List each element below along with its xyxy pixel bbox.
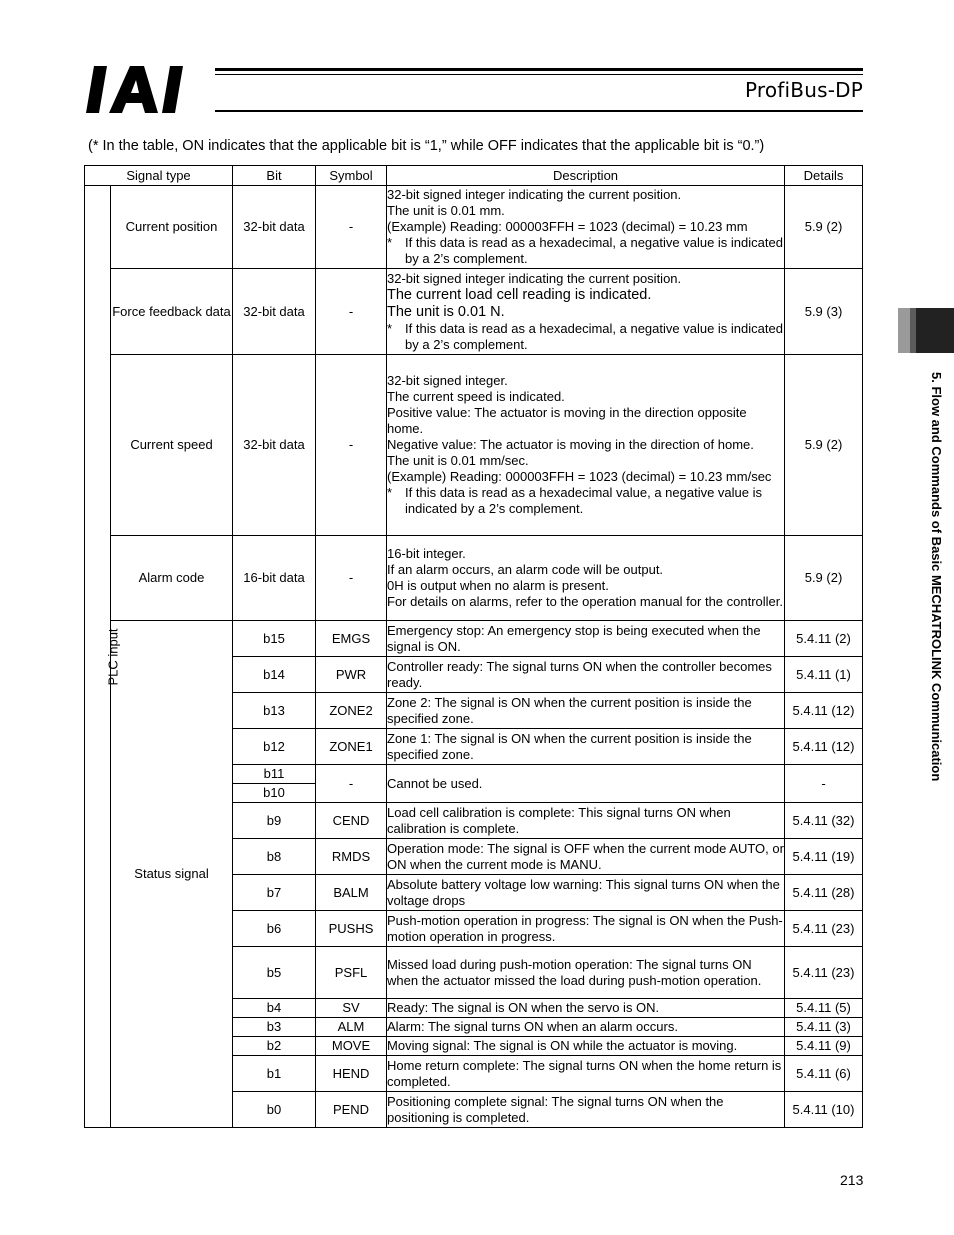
desc-line: For details on alarms, refer to the operation manual for the controller.: [387, 594, 783, 609]
symbol-cell: ZONE1: [316, 729, 387, 765]
symbol-cell: BALM: [316, 875, 387, 911]
desc-line: The unit is 0.01 mm/sec.: [387, 453, 529, 468]
table-header-row: [85, 166, 863, 186]
desc-line: 16-bit integer.: [387, 546, 466, 561]
desc-footnote: [387, 485, 784, 517]
desc-line: Positive value: The actuator is moving in the direction opposite home.: [387, 405, 747, 436]
table-row: [85, 355, 863, 536]
details-cell: 5.4.11 (1): [785, 657, 863, 693]
symbol-cell: EMGS: [316, 621, 387, 657]
desc-line-large: The unit is 0.01 N.: [387, 303, 505, 320]
description-cell: [387, 186, 785, 269]
details-cell: 5.4.11 (23): [785, 947, 863, 999]
symbol-cell: ALM: [316, 1018, 387, 1037]
header-rule-thick: [215, 68, 863, 71]
plc-input-label: PLC input: [105, 627, 121, 686]
desc-line: The current speed is indicated.: [387, 389, 565, 404]
details-cell: 5.4.11 (2): [785, 621, 863, 657]
description-cell: Positioning complete signal: The signal turns ON when the positioning is completed.: [387, 1092, 785, 1128]
description-cell: Alarm: The signal turns ON when an alarm occurs.: [387, 1018, 785, 1037]
plc-input-table: [84, 165, 863, 1128]
details-cell: 5.4.11 (10): [785, 1092, 863, 1128]
description-cell: Missed load during push-motion operation: The signal turns ON when the actuator missed the load during push-motion operation.: [387, 947, 785, 999]
bit-cell: b12: [233, 729, 316, 765]
col-header-description: Description: [387, 166, 785, 186]
symbol-cell: CEND: [316, 803, 387, 839]
description-cell: [387, 355, 785, 536]
page-number: 213: [840, 1172, 864, 1188]
symbol-cell: PUSHS: [316, 911, 387, 947]
bit-cell: b5: [233, 947, 316, 999]
table-row: [85, 186, 863, 269]
symbol-cell: -: [316, 269, 387, 355]
desc-line: 32-bit signed integer.: [387, 373, 508, 388]
iai-logo: [86, 66, 208, 113]
desc-line: If an alarm occurs, an alarm code will be output.: [387, 562, 664, 577]
header-rule-bottom: [215, 110, 863, 112]
details-cell: 5.4.11 (12): [785, 693, 863, 729]
plc-input-group: [85, 186, 121, 1128]
desc-footnote: [387, 321, 784, 353]
description-cell: Moving signal: The signal is ON while the actuator is moving.: [387, 1037, 785, 1056]
description-cell: Cannot be used.: [387, 765, 785, 803]
signal-type-cell: Alarm code: [111, 536, 233, 621]
symbol-cell: PEND: [316, 1092, 387, 1128]
details-cell: 5.4.11 (32): [785, 803, 863, 839]
desc-line: 32-bit signed integer indicating the current position.: [387, 270, 682, 286]
footnote-text: If this data is read as a hexadecimal value, a negative value is indicated by a 2’s complement.: [405, 485, 763, 516]
details-cell: 5.4.11 (3): [785, 1018, 863, 1037]
details-cell: 5.9 (2): [785, 186, 863, 269]
symbol-cell: MOVE: [316, 1037, 387, 1056]
bit-cell: b15: [233, 621, 316, 657]
bit-cell: 16-bit data: [233, 536, 316, 621]
desc-line: 32-bit signed integer indicating the current position.: [387, 187, 682, 202]
desc-line: Negative value: The actuator is moving in the direction of home.: [387, 437, 754, 452]
desc-line-large: The current load cell reading is indicated.: [387, 286, 652, 303]
description-cell: Operation mode: The signal is OFF when the current mode AUTO, or ON when the current mode is MANU.: [387, 839, 785, 875]
bit-cell: b11: [233, 765, 316, 784]
bit-cell: b9: [233, 803, 316, 839]
table-row: [85, 536, 863, 621]
footnote-text: If this data is read as a hexadecimal, a negative value is indicated by a 2’s complement.: [405, 320, 783, 352]
bit-cell: b4: [233, 999, 316, 1018]
symbol-cell: HEND: [316, 1056, 387, 1092]
chapter-tab-dark: [916, 308, 954, 353]
desc-line: The unit is 0.01 mm.: [387, 203, 505, 218]
bit-cell: b0: [233, 1092, 316, 1128]
symbol-cell: -: [316, 536, 387, 621]
table-row: [85, 621, 863, 657]
description-cell: Load cell calibration is complete: This signal turns ON when calibration is complete.: [387, 803, 785, 839]
details-cell: 5.9 (3): [785, 269, 863, 355]
symbol-cell: -: [316, 765, 387, 803]
table-row: [85, 269, 863, 355]
details-cell: 5.4.11 (6): [785, 1056, 863, 1092]
details-cell: 5.4.11 (28): [785, 875, 863, 911]
bit-cell: 32-bit data: [233, 269, 316, 355]
header-rule-thin: [215, 74, 863, 75]
col-header-bit: Bit: [233, 166, 316, 186]
description-cell: Absolute battery voltage low warning: This signal turns ON when the voltage drops: [387, 875, 785, 911]
footnote-text: If this data is read as a hexadecimal, a negative value is indicated by a 2’s complement.: [405, 235, 783, 266]
details-cell: 5.4.11 (23): [785, 911, 863, 947]
status-signal-cell: Status signal: [111, 621, 233, 1128]
description-cell: Zone 2: The signal is ON when the current position is inside the specified zone.: [387, 693, 785, 729]
bit-cell: b14: [233, 657, 316, 693]
col-header-symbol: Symbol: [316, 166, 387, 186]
description-cell: [387, 269, 785, 355]
footnote-marker: *: [387, 320, 393, 336]
description-cell: Ready: The signal is ON when the servo is ON.: [387, 999, 785, 1018]
description-cell: Controller ready: The signal turns ON when the controller becomes ready.: [387, 657, 785, 693]
description-cell: Home return complete: The signal turns ON when the home return is completed.: [387, 1056, 785, 1092]
header-title: ProfiBus-DP: [744, 78, 863, 102]
col-header-details: Details: [785, 166, 863, 186]
symbol-cell: SV: [316, 999, 387, 1018]
symbol-cell: ZONE2: [316, 693, 387, 729]
details-cell: -: [785, 765, 863, 803]
footnote-marker: *: [387, 485, 393, 500]
chapter-tab-label: 5. Flow and Commands of Basic MECHATROLINK Communication: [929, 372, 944, 782]
details-cell: 5.9 (2): [785, 536, 863, 621]
details-cell: 5.4.11 (19): [785, 839, 863, 875]
bit-cell: b6: [233, 911, 316, 947]
details-cell: 5.4.11 (5): [785, 999, 863, 1018]
bit-cell: b7: [233, 875, 316, 911]
details-cell: 5.4.11 (9): [785, 1037, 863, 1056]
col-header-signal-type: Signal type: [85, 166, 233, 186]
desc-footnote: [387, 235, 784, 267]
details-cell: 5.9 (2): [785, 355, 863, 536]
bit-cell: b8: [233, 839, 316, 875]
symbol-cell: PWR: [316, 657, 387, 693]
signal-type-cell: Current position: [111, 186, 233, 269]
desc-line: (Example) Reading: 000003FFH = 1023 (decimal) = 10.23 mm: [387, 219, 748, 234]
signal-type-cell: Force feedback data: [111, 269, 233, 355]
bit-cell: 32-bit data: [233, 355, 316, 536]
description-cell: Emergency stop: An emergency stop is being executed when the signal is ON.: [387, 621, 785, 657]
bit-cell: 32-bit data: [233, 186, 316, 269]
bit-cell: b2: [233, 1037, 316, 1056]
description-cell: Zone 1: The signal is ON when the current position is inside the specified zone.: [387, 729, 785, 765]
bit-cell: b10: [233, 784, 316, 803]
desc-line: 0H is output when no alarm is present.: [387, 578, 609, 593]
symbol-cell: -: [316, 355, 387, 536]
bit-cell: b3: [233, 1018, 316, 1037]
bit-cell: b1: [233, 1056, 316, 1092]
symbol-cell: PSFL: [316, 947, 387, 999]
symbol-cell: RMDS: [316, 839, 387, 875]
symbol-cell: -: [316, 186, 387, 269]
description-cell: [387, 536, 785, 621]
bit-cell: b13: [233, 693, 316, 729]
description-cell: Push-motion operation in progress: The signal is ON when the Push-motion operation in progress.: [387, 911, 785, 947]
signal-type-cell: Current speed: [111, 355, 233, 536]
table-note: (* In the table, ON indicates that the applicable bit is “1,” while OFF indicates that the applicable bit is “0.”): [88, 138, 765, 154]
footnote-marker: *: [387, 235, 393, 250]
desc-line: (Example) Reading: 000003FFH = 1023 (decimal) = 10.23 mm/sec: [387, 469, 772, 484]
details-cell: 5.4.11 (12): [785, 729, 863, 765]
